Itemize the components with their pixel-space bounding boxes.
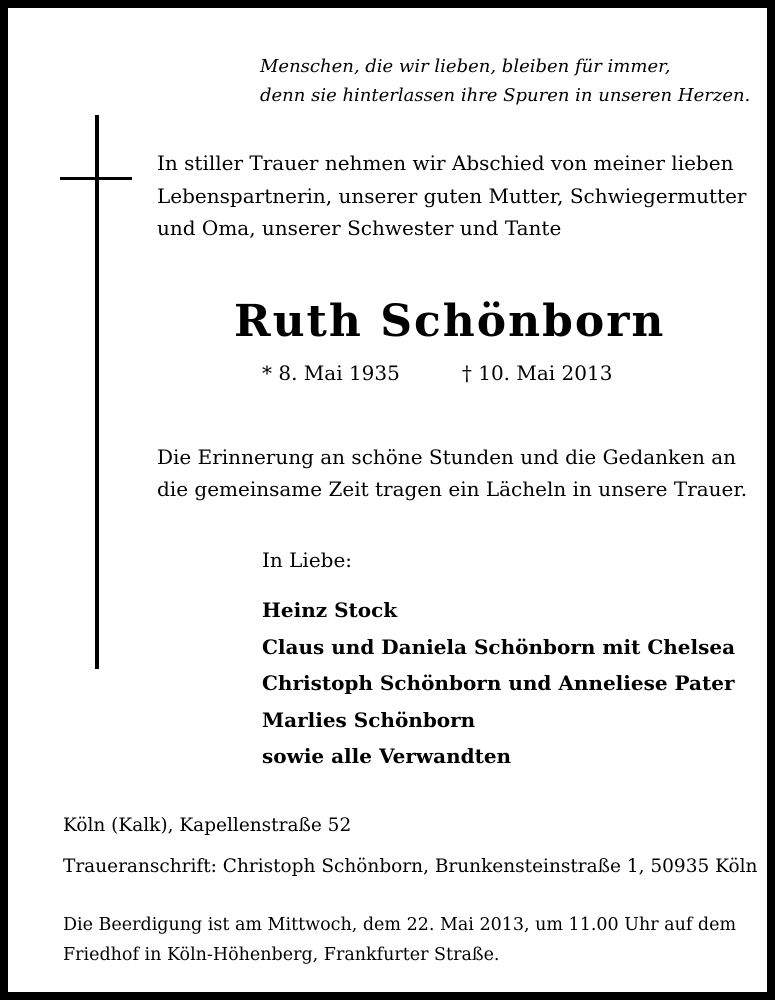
mourner-name: Marlies Schönborn [262, 707, 476, 732]
in-love-label: In Liebe: [262, 548, 353, 572]
memory-line-2: die gemeinsame Zeit tragen ein Lächeln in unsere Trauer. [157, 477, 748, 501]
mourner-name: Christoph Schönborn und Anneliese Pater [262, 671, 735, 695]
motto-line-2: denn sie hinterlassen ihre Spuren in unseren Herzen. [260, 85, 751, 106]
cross-vertical-bar [95, 115, 99, 669]
mourners-list [262, 592, 735, 775]
memory-line-1: Die Erinnerung an schöne Stunden und die Gedanken an [157, 445, 736, 469]
life-dates [262, 358, 612, 388]
intro-line-1: In stiller Trauer nehmen wir Abschied von meiner lieben [157, 151, 734, 175]
mourner-name: sowie alle Verwandten [262, 744, 512, 768]
intro-text [157, 147, 746, 245]
funeral-info [63, 910, 736, 970]
deceased-name: Ruth Schönborn [234, 296, 666, 347]
funeral-line-2: Friedhof in Köln-Höhenberg, Frankfurter Straße. [63, 945, 500, 965]
residence-address: Köln (Kalk), Kapellenstraße 52 [63, 815, 352, 836]
motto-quote [260, 52, 750, 110]
memory-text [157, 441, 747, 505]
cross-horizontal-bar [60, 177, 132, 180]
birth-date: * 8. Mai 1935 [262, 361, 400, 385]
mourner-name: Heinz Stock [262, 598, 398, 622]
mourner-name: Claus und Daniela Schönborn mit Chelsea [262, 634, 736, 659]
motto-line-1: Menschen, die wir lieben, bleiben für immer, [260, 56, 671, 77]
mourning-address: Traueranschrift: Christoph Schönborn, Brunkensteinstraße 1, 50935 Köln [63, 856, 758, 877]
intro-line-3: und Oma, unserer Schwester und Tante [157, 216, 562, 240]
intro-line-2: Lebenspartnerin, unserer guten Mutter, Schwiegermutter [157, 183, 747, 208]
funeral-line-1: Die Beerdigung ist am Mittwoch, dem 22. Mai 2013, um 11.00 Uhr auf dem [63, 915, 737, 935]
death-date: † 10. Mai 2013 [461, 361, 613, 385]
